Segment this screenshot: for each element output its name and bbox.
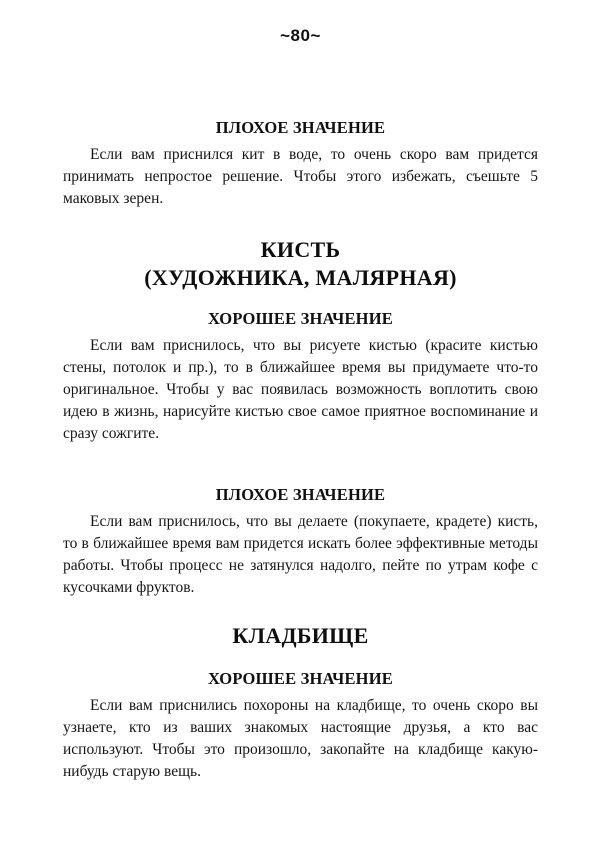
section-heading-bad-meaning-1: ПЛОХОЕ ЗНАЧЕНИЕ	[215, 118, 386, 137]
section-heading-bad-meaning-2: ПЛОХОЕ ЗНАЧЕНИЕ	[215, 485, 386, 504]
entry-title-brush-line1: КИСТЬ	[260, 237, 341, 262]
paragraph-good-meaning-1: Если вам приснилось, что вы рисуете кистью (красите кистью стены, потолок и пр.), то в ближайшее время вы придумаете что-то оригинальное. Чтобы у вас появилась возможность воплотить свою идею в жизнь, нарисуйте кистью свое самое приятное воспоминание и сразу сожгите.	[63, 337, 538, 442]
entry-title-cemetery: КЛАДБИЩЕ	[232, 623, 369, 648]
entry-title-brush	[63, 236, 538, 292]
entry-title-brush-line2: (ХУДОЖНИКА, МАЛЯРНАЯ)	[144, 265, 457, 290]
section-heading-good-meaning-1: ХОРОШЕЕ ЗНАЧЕНИЕ	[208, 309, 393, 328]
paragraph-bad-meaning-1: Если вам приснился кит в воде, то очень скоро вам придется принимать непростое решение. Чтобы этого избежать, съешьте 5 маковых зерен.	[63, 146, 538, 207]
paragraph-bad-meaning-2: Если вам приснилось, что вы делаете (покупаете, крадете) кисть, то в ближайшее время вам придется искать более эффективные методы работы. Чтобы процесс не затянулся надолго, пейте по утрам кофе с кусочками фруктов.	[63, 513, 538, 596]
paragraph-good-meaning-2: Если вам приснились похороны на кладбище, то очень скоро вы узнаете, кто из ваших знакомых настоящие друзья, а кто вас используют. Чтобы это произошло, закопайте на кладбище какую-нибудь старую вещь.	[63, 697, 538, 780]
page-number: ~80~	[280, 26, 321, 45]
section-heading-good-meaning-2: ХОРОШЕЕ ЗНАЧЕНИЕ	[208, 669, 393, 688]
